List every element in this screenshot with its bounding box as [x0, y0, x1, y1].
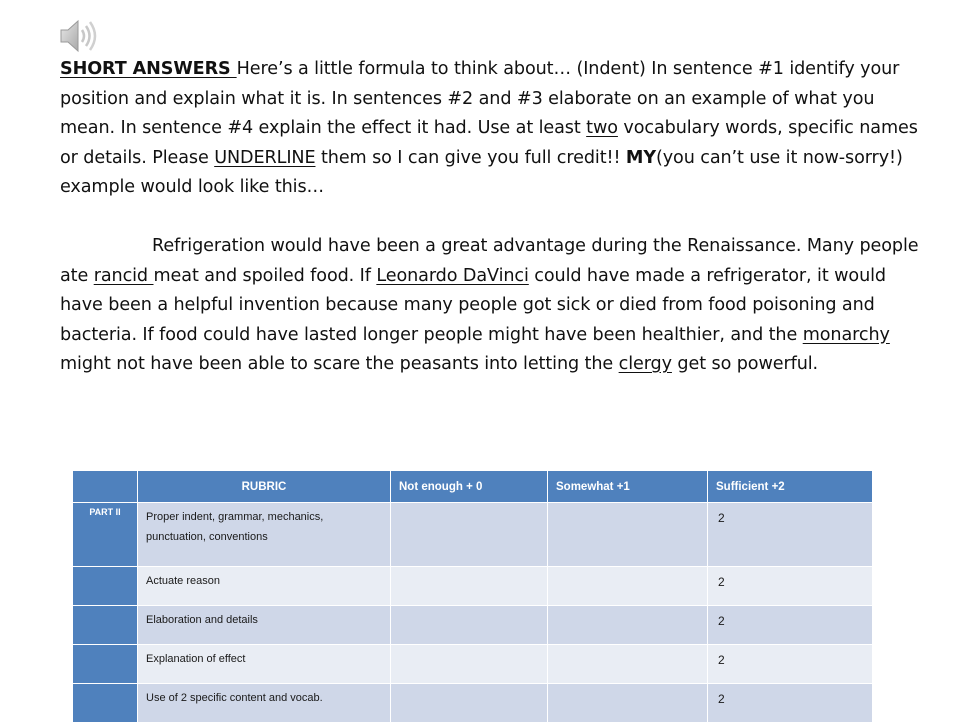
- rubric-blank-cell: [73, 606, 138, 645]
- rubric-header-somewhat: Somewhat +1: [548, 471, 708, 503]
- example-s4: might not have been able to scare the peasants into letting the: [60, 354, 619, 374]
- instructions-tail: (you can’t use it now-sorry!) example would look like this…: [60, 147, 903, 197]
- rubric-score[interactable]: 2: [708, 645, 873, 684]
- rubric-row: [73, 645, 873, 684]
- rubric-score[interactable]: 2: [708, 606, 873, 645]
- rubric-score[interactable]: 2: [708, 684, 873, 723]
- my-bold: MY: [625, 147, 656, 168]
- instructions-paragraph: [60, 55, 920, 203]
- instructions-mid2: them so I can give you full credit!!: [315, 147, 626, 168]
- rubric-criterion: Proper indent, grammar, mechanics, punctuation, conventions: [138, 503, 391, 567]
- example-s1: Refrigeration would have been a great advantage during the Renaissance. Many people ate: [60, 236, 919, 286]
- rubric-score[interactable]: 2: [708, 567, 873, 606]
- example-s2: meat and spoiled food. If: [153, 265, 377, 286]
- example-paragraph: [60, 232, 920, 380]
- rubric-cell-not-enough[interactable]: [391, 567, 548, 606]
- rubric-cell-somewhat[interactable]: [548, 645, 708, 684]
- instructions-intro: Here’s a little formula to think about… (Indent) In sentence #1 identify your position and explain what it is. In sentences #2 and #3 elaborate on an example of what you mean. In sentence #4 explain the effect it had. Use at least: [60, 59, 900, 138]
- underlined-rancid: rancid: [93, 265, 154, 286]
- rubric-cell-not-enough[interactable]: [391, 645, 548, 684]
- underlined-two: two: [586, 118, 618, 138]
- rubric-header-rubric: RUBRIC: [138, 471, 391, 503]
- underlined-clergy: clergy: [618, 354, 672, 374]
- underlined-monarchy: monarchy: [802, 324, 890, 345]
- rubric-cell-somewhat[interactable]: [548, 567, 708, 606]
- rubric-criterion: Use of 2 specific content and vocab.: [138, 684, 391, 723]
- rubric-row: [73, 606, 873, 645]
- underlined-underline: UNDERLINE: [214, 147, 316, 168]
- rubric-cell-somewhat[interactable]: [548, 606, 708, 645]
- rubric-cell-not-enough[interactable]: [391, 684, 548, 723]
- rubric-criterion: Explanation of effect: [138, 645, 391, 684]
- underlined-davinci: Leonardo DaVinci: [376, 265, 529, 286]
- instructions-text: [60, 55, 920, 380]
- rubric-cell-somewhat[interactable]: [548, 684, 708, 723]
- rubric-table: [72, 470, 873, 723]
- rubric-score[interactable]: 2: [708, 503, 873, 567]
- rubric-row: [73, 503, 873, 567]
- rubric-blank-cell: [73, 645, 138, 684]
- example-s3: could have made a refrigerator, it would have been a helpful invention because many people got sick or died from food poisoning and bacteria. If food could have lasted longer people might have been healthier, and the: [60, 265, 886, 345]
- rubric-cell-not-enough[interactable]: [391, 606, 548, 645]
- rubric-row: [73, 684, 873, 723]
- part-label: PART II: [73, 503, 138, 567]
- rubric-criterion: Elaboration and details: [138, 606, 391, 645]
- short-answers-heading: SHORT ANSWERS: [60, 59, 237, 79]
- speaker-icon[interactable]: [58, 16, 102, 56]
- rubric-criterion: Actuate reason: [138, 567, 391, 606]
- rubric-cell-not-enough[interactable]: [391, 503, 548, 567]
- rubric-blank-cell: [73, 684, 138, 723]
- rubric-header-sufficient: Sufficient +2: [708, 471, 873, 503]
- rubric-header-not-enough: Not enough + 0: [391, 471, 548, 503]
- instructions-mid: vocabulary words, specific names or details. Please: [60, 118, 918, 168]
- example-s5: get so powerful.: [671, 354, 819, 374]
- rubric-blank-cell: [73, 567, 138, 606]
- rubric-header-blank: [73, 471, 138, 503]
- rubric-row: [73, 567, 873, 606]
- rubric-cell-somewhat[interactable]: [548, 503, 708, 567]
- rubric-header-row: [73, 471, 873, 503]
